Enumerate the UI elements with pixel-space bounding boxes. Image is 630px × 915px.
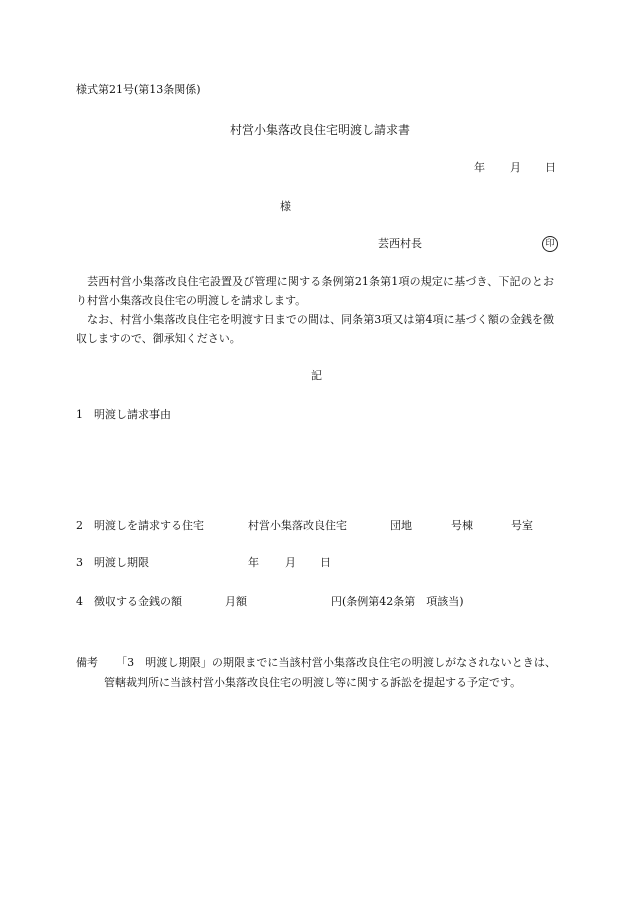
body-paragraph-2-text: なお、村営小集落改良住宅を明渡す日までの間は、同条第3項又は第4項に基づく額の金銭を徴収しますので、御承知ください。 [76,313,554,345]
item-3-label: 3 明渡し期限 [76,556,149,569]
seal-mark: 印 [542,236,558,252]
issuer-name: 芸西村長 [378,237,422,250]
item-1-reason: 1 明渡し請求事由 [76,408,171,421]
item-3-year: 年 [248,556,259,569]
item-3-month: 月 [285,556,296,569]
item-2-danchi: 団地 [390,519,412,532]
form-number: 様式第21号(第13条関係) [76,83,201,96]
remarks-label: 備考 [76,656,98,669]
item-2-housing-name: 村営小集落改良住宅 [248,519,347,532]
date-year-label: 年 [474,161,485,174]
ki-heading: 記 [311,369,322,382]
page-title: 村営小集落改良住宅明渡し請求書 [230,123,411,137]
item-4-monthly: 月額 [225,595,247,608]
date-day-label: 日 [545,161,556,174]
item-4-label: 4 徴収する金銭の額 [76,595,182,608]
addressee-suffix: 様 [280,200,291,213]
item-2-room: 号室 [511,519,533,532]
item-3-day: 日 [320,556,331,569]
item-2-label: 2 明渡しを請求する住宅 [76,519,204,532]
remarks-body [104,653,556,693]
remarks-text: 「3 明渡し期限」の期限までに当該村営小集落改良住宅の明渡しがなされないときは、管轄裁判所に当該村営小集落改良住宅の明渡し等に関する訴訟を提起する予定です。 [104,656,556,689]
body-paragraph-1-text: 芸西村営小集落改良住宅設置及び管理に関する条例第21条第1項の規定に基づき、下記のとおり村営小集落改良住宅の明渡しを請求します。 [76,275,554,307]
date-month-label: 月 [510,161,521,174]
item-4-yen-note: 円(条例第42条第 項該当) [331,595,464,608]
item-2-building: 号棟 [451,519,473,532]
body-paragraph-1 [76,272,554,310]
body-paragraph-2 [76,310,554,348]
